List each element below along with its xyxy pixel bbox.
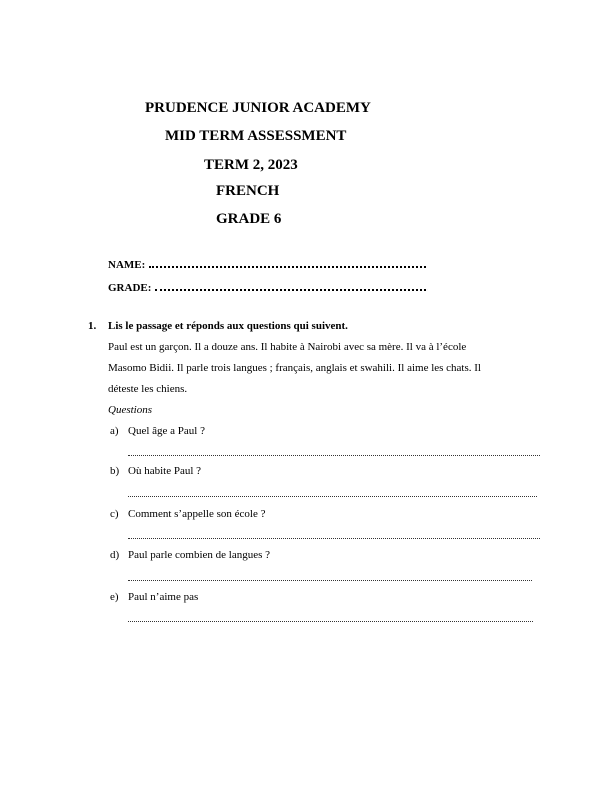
subject-title: FRENCH [216,183,280,199]
grade-title: GRADE 6 [216,211,282,227]
question-letter: a) [110,425,119,437]
question-text: Où habite Paul ? [128,465,202,477]
question-text: Paul parle combien de langues ? [128,549,271,561]
grade-answer-line[interactable] [155,289,426,291]
passage-line: déteste les chiens. [108,383,188,395]
grade-field [108,282,426,294]
question-letter: d) [110,549,120,561]
question-text: Comment s’appelle son école ? [128,508,266,520]
school-name: PRUDENCE JUNIOR ACADEMY [145,100,371,116]
name-label: NAME: [108,259,146,271]
question-instruction: Lis le passage et réponds aux questions qui suivent. [108,320,348,332]
exam-title: MID TERM ASSESSMENT [165,128,347,144]
question-letter: c) [110,508,119,520]
question-text: Paul n’aime pas [128,591,199,603]
question-letter: e) [110,591,119,603]
name-field [108,259,426,271]
term-title: TERM 2, 2023 [204,157,298,173]
answer-line[interactable] [128,455,540,456]
passage-line: Paul est un garçon. Il a douze ans. Il habite à Nairobi avec sa mère. Il va à l’école [108,341,467,353]
answer-line[interactable] [128,496,537,497]
name-answer-line[interactable] [149,266,426,268]
answer-line[interactable] [128,538,540,539]
answer-line[interactable] [128,580,532,581]
passage-line: Masomo Bidii. Il parle trois langues ; français, anglais et swahili. Il aime les chats. Il [108,362,481,374]
answer-line[interactable] [128,621,533,622]
grade-label: GRADE: [108,282,152,294]
question-letter: b) [110,465,120,477]
question-number: 1. [88,320,97,332]
question-text: Quel âge a Paul ? [128,425,205,437]
questions-heading: Questions [108,404,152,416]
